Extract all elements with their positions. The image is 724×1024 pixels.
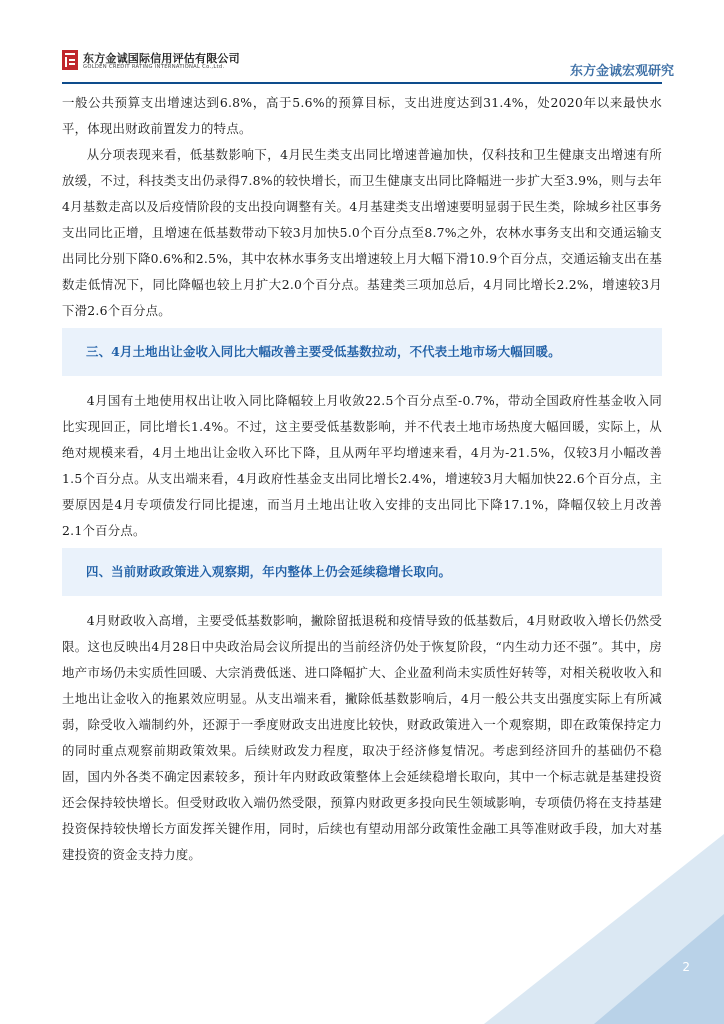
- paragraph-4: 4月财政收入高增，主要受低基数影响，撇除留抵退税和疫情导致的低基数后，4月财政收入增长仍然受限。这也反映出4月28日中央政治局会议所提出的当前经济仍处于恢复阶段，“内生动力还不强”。其中，房地产市场仍未实质性回暖、大宗消费低迷、进口降幅扩大、企业盈利尚未实质性好转等，对相关税收收入和土地出让金收入的拖累效应明显。从支出端来看，撇除低基数影响后，4月一般公共支出强度实际上有所减弱，除受收入端制约外，还源于一季度财政支出进度比较快，财政政策进入一个观察期，即在政策保持定力的同时重点观察前期政策效果。后续财政发力程度，取决于经济修复情况。考虑到经济回升的基础仍不稳固，国内外各类不确定因素较多，预计年内财政政策整体上会延续稳增长取向，其中一个标志就是基建投资还会保持较快增长。但受财政收入端仍然受限，预算内财政更多投向民生领域影响，专项债仍将在支持基建投资保持较快增长方面发挥关键作用，同时，后续也有望动用部分政策性金融工具等准财政手段，加大对基建投资的资金支持力度。: [62, 613, 662, 862]
- company-logo: [62, 50, 262, 74]
- header-divider: [62, 82, 662, 84]
- page-number: 2: [682, 960, 690, 974]
- section-4-heading: 四、当前财政政策进入观察期，年内整体上仍会延续稳增长取向。: [62, 548, 662, 596]
- corner-decoration: [444, 804, 724, 1024]
- company-name-english: GOLDEN CREDIT RATING INTERNATIONAL Co.,Ltd.: [83, 64, 225, 70]
- document-body: [62, 90, 662, 868]
- paragraph-1: 一般公共预算支出增速达到6.8%，高于5.6%的预算目标，支出进度达到31.4%，处2020年以来最快水平，体现出财政前置发力的特点。: [62, 95, 662, 136]
- paragraph-2: 从分项表现来看，低基数影响下，4月民生类支出同比增速普遍加快，仅科技和卫生健康支出增速有所放缓，不过，科技类支出仍录得7.8%的较快增长，而卫生健康支出同比降幅进一步扩大至3.9%，则与去年4月基数走高以及后疫情阶段的支出投向调整有关。4月基建类支出增速要明显弱于民生类，除城乡社区事务支出同比正增，且增速在低基数带动下较3月加快5.0个百分点至8.7%之外，农林水事务支出和交通运输支出同比分别下降0.6%和2.5%，其中农林水事务支出增速较上月大幅下滑10.9个百分点，交通运输支出在基数走低情况下，同比降幅也较上月扩大2.0个百分点。基建类三项加总后，4月同比增长2.2%，增速较3月下滑2.6个百分点。: [62, 147, 662, 318]
- report-series-title: 东方金诚宏观研究: [569, 64, 674, 79]
- page-header: [0, 0, 724, 90]
- section-3-heading: 三、4月土地出让金收入同比大幅改善主要受低基数拉动，不代表土地市场大幅回暖。: [62, 328, 662, 376]
- paragraph-3: 4月国有土地使用权出让收入同比降幅较上月收敛22.5个百分点至-0.7%，带动全国政府性基金收入同比实现回正，同比增长1.4%。不过，这主要受低基数影响，并不代表土地市场热度大幅回暖，实际上，从绝对规模来看，4月土地出让金收入环比下降，且从两年平均增速来看，4月为-21.5%，仅较3月小幅改善1.5个百分点。从支出端来看，4月政府性基金支出同比增长2.4%，增速较3月大幅加快22.6个百分点，主要原因是4月专项债发行同比提速，而当月土地出让收入安排的支出同比下降17.1%，降幅仅较上月改善2.1个百分点。: [62, 393, 662, 538]
- company-name: 东方金诚国际信用评估有限公司: [83, 52, 240, 65]
- company-logo-mark-icon: [62, 50, 78, 70]
